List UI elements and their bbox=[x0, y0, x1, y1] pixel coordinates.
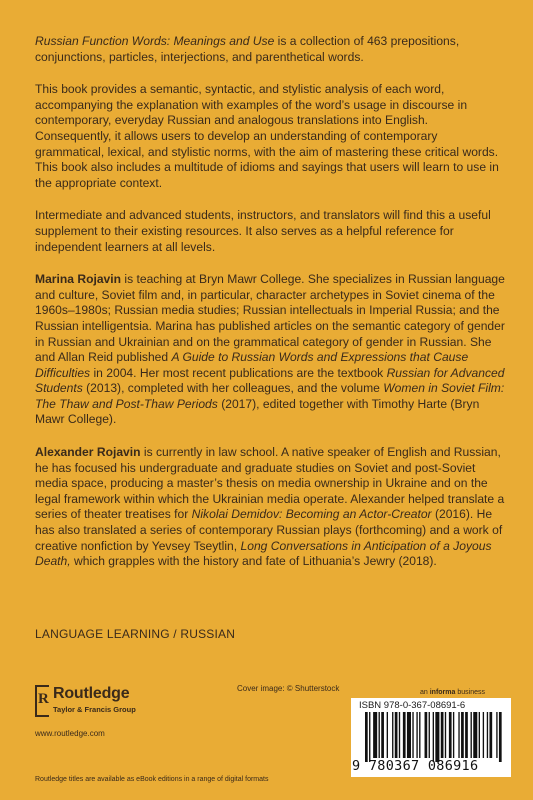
barcode-bar bbox=[387, 712, 388, 758]
bio-text: (2017), edited together with Timothy Harte (Bryn Mawr College). bbox=[35, 396, 480, 427]
book-title: Women in Soviet Film: The Thaw and Post-Thaw Periods bbox=[35, 381, 505, 411]
barcode-bar bbox=[419, 712, 420, 758]
author-bio-marina bbox=[35, 272, 505, 428]
author-name: Alexander Rojavin bbox=[35, 445, 141, 460]
publisher-group: Taylor & Francis Group bbox=[53, 705, 136, 714]
barcode-bar bbox=[458, 712, 459, 758]
barcode-bar bbox=[429, 712, 430, 758]
book-title: A Guide to Russian Words and Expressions that Cause Difficulties bbox=[35, 350, 469, 380]
barcode-bar bbox=[379, 712, 380, 758]
book-title: Long Conversations in Anticipation of a Joyous Death, bbox=[35, 538, 492, 569]
barcode-bar bbox=[373, 712, 377, 758]
barcode-bar bbox=[461, 712, 464, 758]
informa-brand: informa bbox=[429, 689, 456, 696]
barcode-icon bbox=[365, 712, 503, 762]
blurb bbox=[35, 34, 505, 587]
barcode-bar bbox=[365, 712, 368, 762]
intro-paragraph bbox=[35, 34, 505, 65]
author-bio-alexander bbox=[35, 445, 505, 570]
barcode-bar bbox=[473, 712, 477, 758]
barcode-bar bbox=[453, 712, 454, 758]
barcode-digits: 9 780367 086916 bbox=[352, 758, 479, 774]
isbn-barcode-box bbox=[351, 698, 511, 777]
barcode-bar bbox=[407, 712, 411, 758]
barcode-bar bbox=[435, 712, 439, 762]
barcode-bar bbox=[471, 712, 472, 758]
barcode-bar bbox=[489, 712, 492, 758]
barcode-bar bbox=[496, 712, 497, 758]
intro-text: is a collection of 463 prepositions, conjunctions, particles, interjections, and parenthetical words. bbox=[35, 34, 460, 64]
barcode-bar bbox=[449, 712, 452, 758]
routledge-logo bbox=[35, 684, 235, 724]
bio-text: is teaching at Bryn Mawr College. She specializes in Russian language and culture, Soviet film and, in particular, character archetypes in Soviet cinema of the 1960s–1980s; Russian media studies; Russian intellectuals in Imperial Russia; and the Russian intelligentsia. Marina has published articles on the semantic category of gender in Russian and Ukrainian and on the grammatical category of gender in Russian. She and Allan Reid published bbox=[35, 272, 505, 365]
book-title: Russian for Advanced Students bbox=[35, 365, 505, 396]
barcode-bar bbox=[465, 712, 468, 758]
isbn-label: ISBN 978-0-367-08691-6 bbox=[359, 700, 466, 711]
subject-category: LANGUAGE LEARNING / RUSSIAN bbox=[35, 627, 236, 641]
barcode-bar bbox=[479, 712, 480, 758]
book-title: Russian Function Words: Meanings and Use bbox=[35, 34, 275, 48]
routledge-r-icon bbox=[35, 685, 49, 717]
barcode-bar bbox=[416, 712, 417, 758]
barcode-bar bbox=[499, 712, 502, 762]
bio-text: (2016). He has also translated a series of contemporary Russian plays (forthcoming) and a work of creative nonfiction by Yevsey Tseytlin, bbox=[35, 507, 503, 553]
barcode-bar bbox=[369, 712, 370, 762]
bio-text: is currently in law school. A native speaker of English and Russian, he has focused his undergraduate and graduate studies on Soviet and post-Soviet media space, producing a master’s thesis on media ownership in Ukraine and on the legal framework within which the Ukrainian media operate. Alexander helped translate a series of theater treatises for bbox=[35, 445, 505, 522]
ebook-footer-note: Routledge titles are available as eBook editions in a range of digital formats bbox=[35, 776, 269, 783]
barcode-bar bbox=[392, 712, 393, 758]
barcode-bar bbox=[483, 712, 484, 758]
bio-text: which grapples with the history and fate of Lithuania’s Jewry (2018). bbox=[70, 554, 437, 569]
audience-paragraph: Intermediate and advanced students, instructors, and translators will find this a useful supplement to their existing resources. It also serves as a helpful reference for independent learners at all levels. bbox=[35, 208, 491, 254]
barcode-bar bbox=[433, 712, 434, 762]
barcode-bar bbox=[381, 712, 384, 758]
cover-image-credit: Cover image: © Shutterstock bbox=[237, 684, 340, 693]
publisher-url[interactable]: www.routledge.com bbox=[35, 729, 105, 738]
book-title: Nikolai Demidov: Becoming an Actor-Creator bbox=[191, 507, 432, 522]
barcode-bar bbox=[399, 712, 400, 758]
informa-business-mark bbox=[420, 689, 485, 696]
informa-suffix: business bbox=[455, 689, 485, 696]
publisher-name: Routledge bbox=[53, 685, 130, 702]
description-paragraph: This book provides a semantic, syntactic, and stylistic analysis of each word, accompanying the explanation with examples of the word’s usage in discourse in contemporary, everyday Russian and analogous translations into English. Consequently, it allows users to develop an understanding of contemporary grammatical, lexical, and stylistic norms, with the aim of mastering these critical words. This book also includes a multitude of idioms and sayings that users will learn to use in the appropriate context. bbox=[35, 82, 499, 190]
barcode-bar bbox=[425, 712, 428, 758]
barcode-bar bbox=[487, 712, 488, 758]
bio-text: in 2004. Her most recent publications are the textbook bbox=[90, 365, 387, 380]
barcode-bar bbox=[445, 712, 446, 758]
barcode-bar bbox=[395, 712, 398, 758]
logo-letter: R bbox=[38, 691, 49, 707]
author-name: Marina Rojavin bbox=[35, 272, 122, 287]
barcode-bar bbox=[412, 712, 413, 758]
barcode-bar bbox=[441, 712, 444, 758]
informa-prefix: an bbox=[420, 689, 430, 696]
barcode-bar bbox=[403, 712, 406, 758]
bio-text: (2013), completed with her colleagues, and the volume bbox=[82, 381, 384, 396]
